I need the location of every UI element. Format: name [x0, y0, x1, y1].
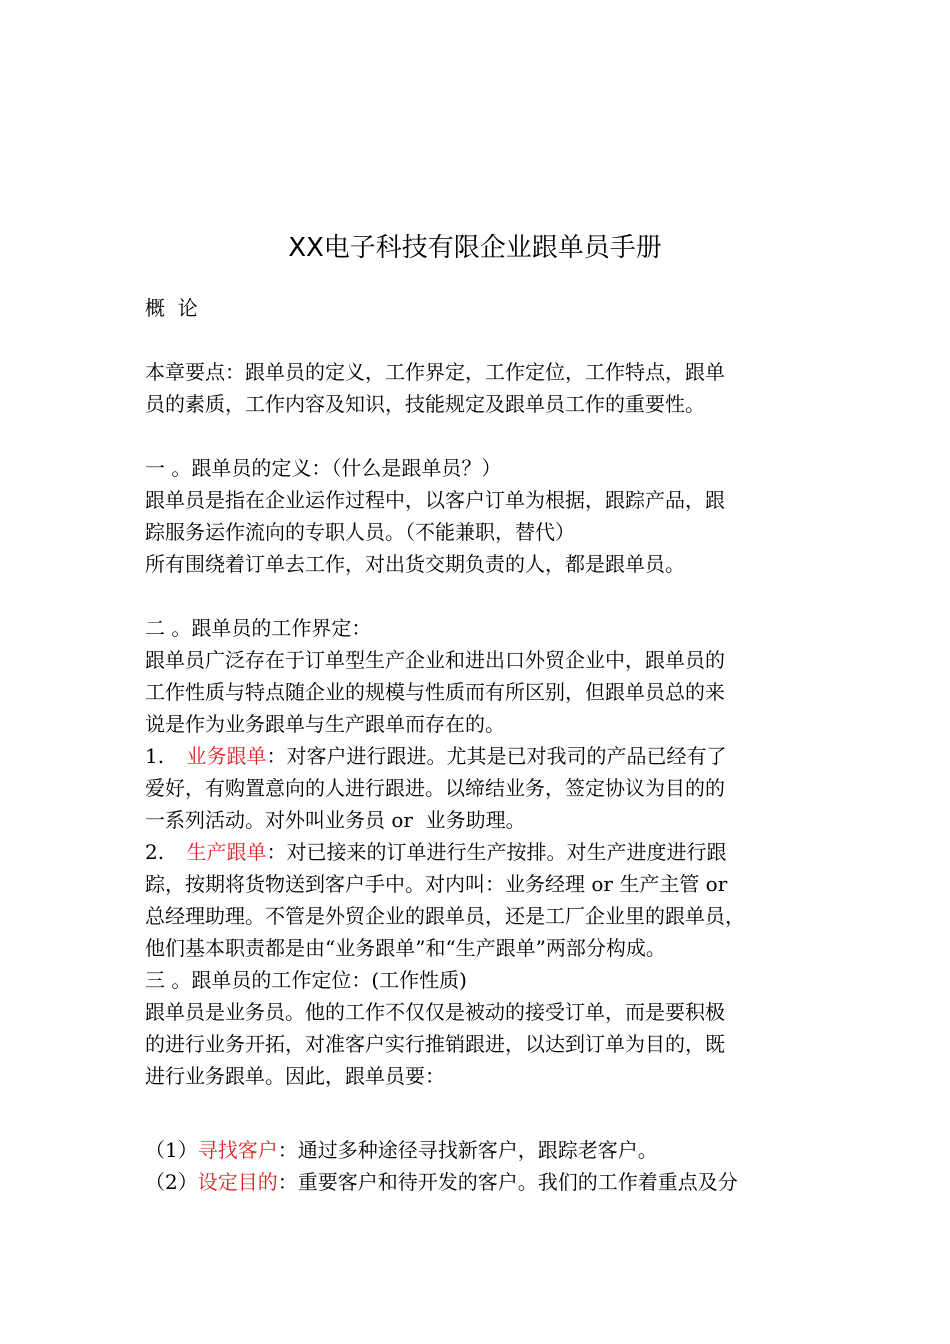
section1-line: 所有围绕着订单去工作，对出货交期负责的人，都是跟单员。 [145, 552, 685, 576]
document-body [145, 292, 810, 1198]
section3-line: 跟单员是业务员。他的工作不仅仅是被动的接受订单，而是要积极 [145, 1000, 725, 1024]
production-followup-line: 总经理助理。不管是外贸企业的跟单员，还是工厂企业里的跟单员， [145, 904, 745, 928]
item-number: （2） [145, 1170, 198, 1194]
section1-heading: 一 。跟单员的定义：（什么是跟单员？） [145, 456, 502, 480]
find-customers-item [145, 1134, 810, 1166]
item-text: ：对客户进行跟进。尤其是已对我司的产品已经有了 [266, 744, 727, 768]
section1-line: 踪服务运作流向的专职人员。（不能兼职，替代） [145, 520, 575, 544]
item-number: 2. [145, 840, 171, 864]
business-followup-term: 业务跟单 [186, 744, 267, 768]
section2-line: 说是作为业务跟单与生产跟单而存在的。 [145, 712, 505, 736]
find-customers-term: 寻找客户 [197, 1138, 278, 1162]
item-text: ：对已接来的订单进行生产按排。对生产进度进行跟 [266, 840, 727, 864]
overview-heading: 概 论 [145, 296, 198, 320]
section2-heading: 二 。跟单员的工作界定： [145, 616, 372, 640]
section2-line: 跟单员广泛存在于订单型生产企业和进出口外贸企业中，跟单员的 [145, 648, 725, 672]
chapter-points-line: 本章要点：跟单员的定义，工作界定，工作定位，工作特点，跟单 [145, 360, 725, 384]
set-goals-item [145, 1166, 810, 1198]
production-followup-term: 生产跟单 [186, 840, 267, 864]
section3-line: 的进行业务开拓，对准客户实行推销跟进，以达到订单为目的，既 [145, 1032, 725, 1056]
chapter-points-line: 员的素质，工作内容及知识，技能规定及跟单员工作的重要性。 [145, 392, 705, 416]
spacer [145, 420, 810, 452]
spacer [145, 324, 810, 356]
document-title: XX电子科技有限企业跟单员手册 [288, 233, 662, 263]
production-followup-item [145, 836, 810, 868]
section2-line: 工作性质与特点随企业的规模与性质而有所区别，但跟单员总的来 [145, 680, 725, 704]
item-text: ：重要客户和待开发的客户。我们的工作着重点及分 [277, 1170, 738, 1194]
section3-line: 进行业务跟单。因此，跟单员要： [145, 1064, 445, 1088]
business-followup-line: 爱好，有购置意向的人进行跟进。以缔结业务，签定协议为目的的 [145, 776, 725, 800]
spacer [145, 580, 810, 612]
production-followup-line: 他们基本职责都是由“业务跟单”和“生产跟单”两部分构成。 [145, 936, 666, 960]
spacer [145, 1092, 810, 1134]
business-followup-line: 一系列活动。对外叫业务员 or 业务助理。 [145, 808, 526, 832]
section3-heading: 三 。跟单员的工作定位：(工作性质) [145, 968, 467, 992]
set-goals-term: 设定目的 [197, 1170, 278, 1194]
item-number: （1） [145, 1138, 198, 1162]
item-text: ：通过多种途径寻找新客户，跟踪老客户。 [277, 1138, 658, 1162]
business-followup-item [145, 740, 810, 772]
section1-line: 跟单员是指在企业运作过程中，以客户订单为根据，跟踪产品，跟 [145, 488, 725, 512]
production-followup-line: 踪，按期将货物送到客户手中。对内叫：业务经理 or 生产主管 or [145, 872, 728, 896]
item-number: 1. [145, 744, 171, 768]
